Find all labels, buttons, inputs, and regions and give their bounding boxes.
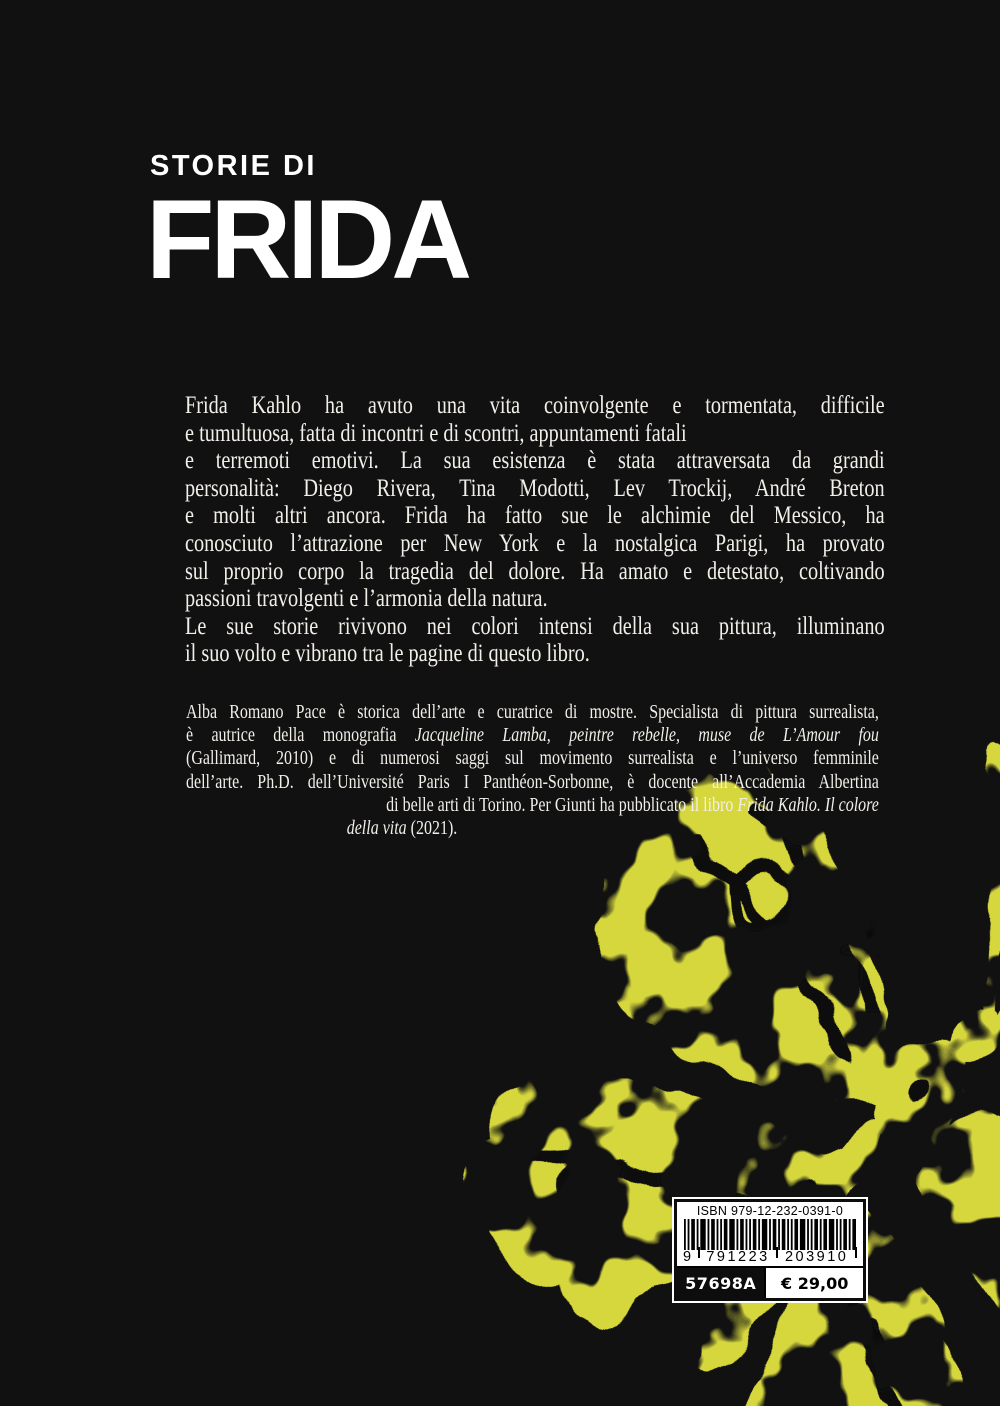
- barcode-digits: [677, 1250, 863, 1266]
- bio-text: è autrice della monografia: [186, 725, 415, 747]
- bio-text: (Gallimard, 2010) e di numerosi saggi sul movimento surrealista e l’universo femminile: [186, 748, 879, 770]
- synopsis-line: e tumultuosa, fatta di incontri e di scontri, appuntamenti fatali: [185, 417, 687, 447]
- bio-line: [347, 817, 879, 840]
- author-bio: [186, 701, 879, 840]
- synopsis-line: sul proprio corpo la tragedia del dolore. Ha amato e detestato, coltivando: [185, 555, 885, 585]
- barcode-digit-group: 9: [683, 1249, 692, 1265]
- synopsis-line: conosciuto l’attrazione per New York e la nostalgica Parigi, ha provato: [185, 527, 885, 557]
- series-title: STORIE DI: [150, 150, 317, 182]
- synopsis-line: il suo volto e vibrano tra le pagine di questo libro.: [185, 638, 590, 668]
- synopsis-line: e terremoti emotivi. La sua esistenza è stata attraversata da grandi: [185, 445, 885, 475]
- price-row: [677, 1266, 863, 1298]
- synopsis-line: personalità: Diego Rivera, Tina Modotti, Lev Trockij, André Breton: [185, 472, 885, 502]
- synopsis-line: e molti altri ancora. Frida ha fatto sue le alchimie del Messico, ha: [185, 500, 885, 530]
- bio-text: di belle arti di Torino. Per Giunti ha pubblicato il libro: [386, 794, 738, 816]
- guard-bar: [776, 1247, 778, 1258]
- title-block: [146, 150, 469, 302]
- barcode-digit-group: 203910: [784, 1249, 849, 1265]
- bio-book-title: Jacqueline Lamba, peintre rebelle, muse de L’Amour fou: [414, 725, 879, 747]
- book-title: FRIDA: [146, 177, 469, 302]
- bio-line: [186, 794, 879, 817]
- price: € 29,00: [764, 1268, 863, 1298]
- edition-code: 57698A: [677, 1268, 764, 1298]
- bio-text: dell’arte. Ph.D. dell’Université Paris I Panthéon-Sorbonne, è docente all’Accademia Albertina: [186, 771, 879, 793]
- synopsis-line: Frida Kahlo ha avuto una vita coinvolgente e tormentata, difficile: [185, 390, 885, 419]
- barcode-bars: [684, 1219, 856, 1250]
- barcode-box: [672, 1197, 868, 1303]
- bio-book-title: della vita: [346, 818, 411, 840]
- bio-line: [186, 747, 879, 770]
- isbn-label: ISBN 979-12-232-0391-0: [696, 1204, 844, 1218]
- synopsis-line: Le sue storie rivivono nei colori intensi della sua pittura, illuminano: [185, 610, 885, 640]
- synopsis: [185, 391, 885, 667]
- bio-text: (2021).: [410, 818, 458, 840]
- bio-line: [186, 771, 879, 794]
- guard-bar: [698, 1247, 700, 1258]
- guard-bar: [855, 1247, 857, 1258]
- barcode-inner: [677, 1202, 863, 1298]
- bio-line: [186, 701, 879, 724]
- bio-text: Alba Romano Pace è storica dell’arte e curatrice di mostre. Specialista di pittura surrealista,: [186, 702, 879, 723]
- bio-book-title: Frida Kahlo. Il colore: [737, 794, 879, 816]
- barcode-digit-group: 791223: [706, 1249, 770, 1265]
- bio-line: [186, 724, 879, 747]
- synopsis-line: passioni travolgenti e l’armonia della natura.: [185, 583, 548, 613]
